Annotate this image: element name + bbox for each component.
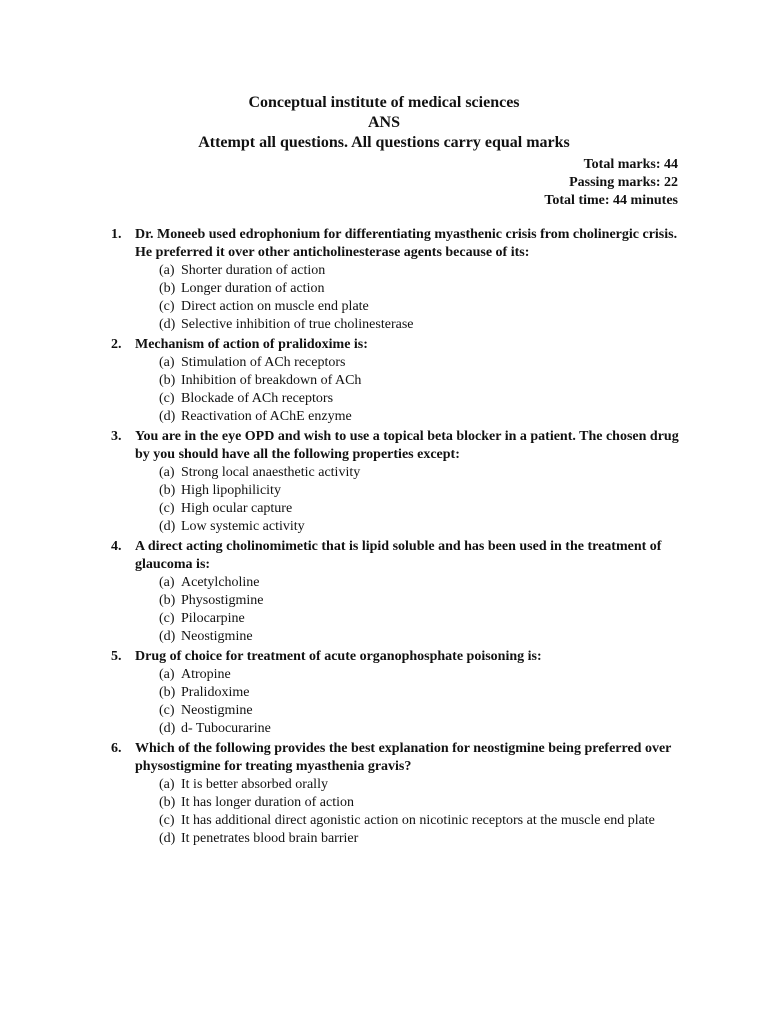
question-number: 4.	[111, 539, 122, 554]
passing-marks: Passing marks: 22	[569, 175, 678, 190]
option-text: It has longer duration of action	[181, 795, 355, 810]
total-marks: Total marks: 44	[583, 157, 678, 172]
option-list	[135, 262, 688, 334]
question-5	[108, 648, 688, 738]
option-letter: (a)	[159, 263, 175, 278]
option-c	[159, 610, 688, 628]
question-text: You are in the eye OPD and wish to use a topical beta blocker in a patient. The chosen drug by you should have all the following properties except:	[135, 429, 679, 462]
option-b	[159, 592, 688, 610]
option-letter: (a)	[159, 777, 175, 792]
option-list	[135, 354, 688, 426]
option-letter: (a)	[159, 465, 175, 480]
option-d	[159, 408, 688, 426]
option-text: Reactivation of AChE enzyme	[181, 409, 352, 424]
option-letter: (d)	[159, 721, 176, 736]
option-c	[159, 390, 688, 408]
question-text: A direct acting cholinomimetic that is lipid soluble and has been used in the treatment of glaucoma is:	[135, 539, 662, 572]
option-text: It is better absorbed orally	[181, 777, 328, 792]
option-a	[159, 464, 688, 482]
option-c	[159, 702, 688, 720]
question-list	[108, 226, 688, 850]
option-a	[159, 574, 688, 592]
option-letter: (d)	[159, 629, 176, 644]
option-list	[135, 666, 688, 738]
option-letter: (b)	[159, 373, 176, 388]
option-letter: (d)	[159, 317, 176, 332]
option-text: Longer duration of action	[181, 281, 325, 296]
question-2	[108, 336, 688, 426]
option-text: Neostigmine	[181, 629, 253, 644]
option-c	[159, 500, 688, 518]
option-d	[159, 316, 688, 334]
option-a	[159, 354, 688, 372]
option-text: High ocular capture	[181, 501, 293, 516]
option-list	[135, 776, 688, 848]
option-letter: (c)	[159, 391, 175, 406]
question-number: 6.	[111, 741, 122, 756]
option-letter: (a)	[159, 575, 175, 590]
option-c	[159, 812, 688, 830]
option-b	[159, 794, 688, 812]
option-text: Low systemic activity	[181, 519, 305, 534]
option-d	[159, 518, 688, 536]
option-text: Acetylcholine	[181, 575, 260, 590]
question-number: 2.	[111, 337, 122, 352]
option-text: It has additional direct agonistic action on nicotinic receptors at the muscle end plate	[181, 813, 655, 828]
option-text: Pilocarpine	[181, 611, 245, 626]
option-letter: (d)	[159, 409, 176, 424]
option-letter: (b)	[159, 593, 176, 608]
option-b	[159, 372, 688, 390]
option-letter: (d)	[159, 519, 176, 534]
option-text: Blockade of ACh receptors	[181, 391, 334, 406]
option-b	[159, 684, 688, 702]
question-text: Dr. Moneeb used edrophonium for differentiating myasthenic crisis from cholinergic crisis. He preferred it over other anticholinesterase agents because of its:	[135, 227, 678, 260]
option-text: High lipophilicity	[181, 483, 281, 498]
question-4	[108, 538, 688, 646]
option-letter: (a)	[159, 355, 175, 370]
option-text: Selective inhibition of true cholinesterase	[181, 317, 414, 332]
institute-title: Conceptual institute of medical sciences	[248, 94, 520, 111]
question-number: 3.	[111, 429, 122, 444]
question-1	[108, 226, 688, 334]
option-text: Strong local anaesthetic activity	[181, 465, 361, 480]
option-b	[159, 482, 688, 500]
option-letter: (c)	[159, 611, 175, 626]
question-text: Drug of choice for treatment of acute organophosphate poisoning is:	[135, 649, 542, 664]
option-a	[159, 776, 688, 794]
question-text: Mechanism of action of pralidoxime is:	[135, 337, 368, 352]
option-letter: (b)	[159, 795, 176, 810]
option-text: d- Tubocurarine	[181, 721, 271, 736]
option-letter: (c)	[159, 501, 175, 516]
option-text: Neostigmine	[181, 703, 253, 718]
option-text: Atropine	[181, 667, 231, 682]
question-text: Which of the following provides the best explanation for neostigmine being preferred over physostigmine for treating myasthenia gravis?	[135, 741, 672, 774]
question-number: 1.	[111, 227, 122, 242]
option-list	[135, 464, 688, 536]
option-text: Shorter duration of action	[181, 263, 326, 278]
subject-title: ANS	[367, 114, 400, 131]
option-text: Stimulation of ACh receptors	[181, 355, 346, 370]
option-letter: (b)	[159, 685, 176, 700]
option-text: It penetrates blood brain barrier	[181, 831, 359, 846]
option-a	[159, 262, 688, 280]
total-time: Total time: 44 minutes	[544, 193, 678, 208]
option-list	[135, 574, 688, 646]
option-letter: (d)	[159, 831, 176, 846]
option-letter: (a)	[159, 667, 175, 682]
option-letter: (c)	[159, 813, 175, 828]
marks-summary	[544, 156, 678, 210]
option-text: Physostigmine	[181, 593, 264, 608]
option-d	[159, 628, 688, 646]
exam-instructions: Attempt all questions. All questions carry equal marks	[198, 134, 570, 151]
option-text: Direct action on muscle end plate	[181, 299, 369, 314]
option-c	[159, 298, 688, 316]
question-6	[108, 740, 688, 848]
question-3	[108, 428, 688, 536]
option-d	[159, 720, 688, 738]
option-letter: (c)	[159, 299, 175, 314]
exam-header	[0, 93, 768, 153]
option-letter: (c)	[159, 703, 175, 718]
option-text: Inhibition of breakdown of ACh	[181, 373, 362, 388]
option-text: Pralidoxime	[181, 685, 250, 700]
option-b	[159, 280, 688, 298]
option-letter: (b)	[159, 281, 176, 296]
option-letter: (b)	[159, 483, 176, 498]
option-a	[159, 666, 688, 684]
option-d	[159, 830, 688, 848]
question-number: 5.	[111, 649, 122, 664]
